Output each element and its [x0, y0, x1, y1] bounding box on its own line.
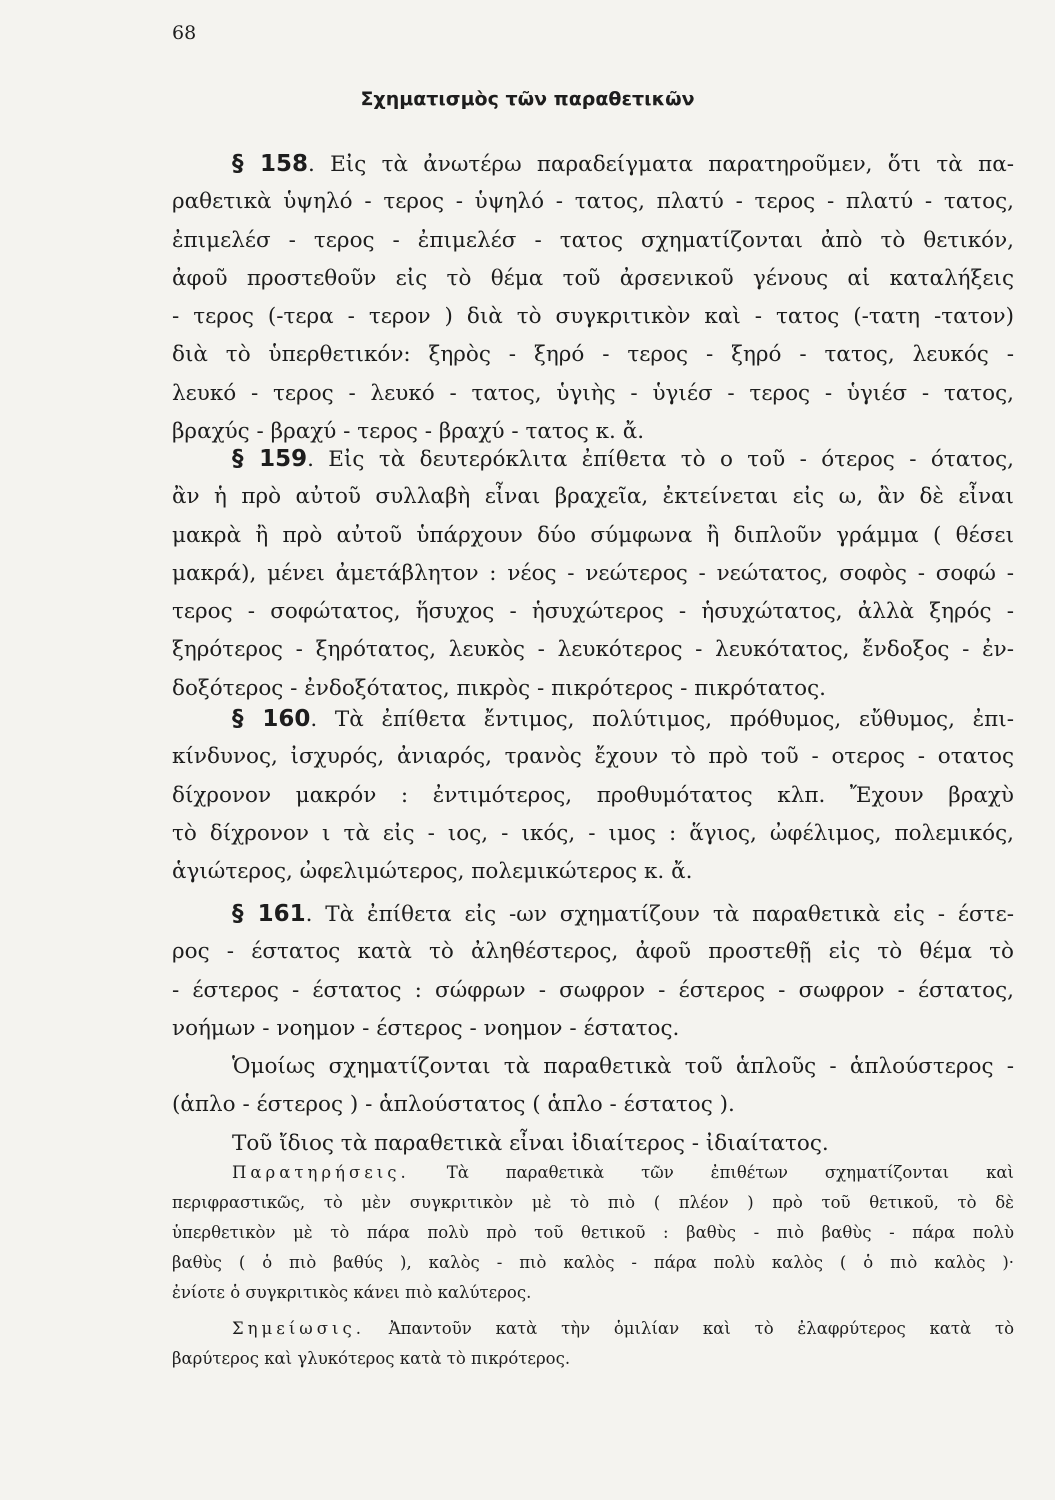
paragraph-161 [172, 895, 1014, 1163]
text-line: ἀφοῦ προστεθοῦν εἰς τὸ θέμα τοῦ ἀρσενικοῦ γένους αἱ καταλήξεις [172, 265, 1014, 291]
notes-block [172, 1158, 1014, 1374]
section-title: Σχηματισμὸς τῶν παραθετικῶν [360, 88, 695, 110]
text-line: (ἁπλο - έστερος ) - ἁπλούστατος ( ἁπλο - έστατος ). [172, 1092, 735, 1118]
note-line: βαρύτερος καὶ γλυκότερος κατὰ τὸ πικρότερος. [172, 1349, 571, 1368]
text-line: κίνδυνος, ἰσχυρός, ἀνιαρός, τρανὸς ἔχουν τὸ πρὸ τοῦ - οτερος - οτατος [172, 744, 1014, 770]
text-line: ρος - έστατος κατὰ τὸ ἀληθέστερος, ἀφοῦ προστεθῇ εἰς τὸ θέμα τὸ [172, 939, 1014, 965]
section-number: § 159 [232, 446, 308, 472]
text-line [172, 895, 1014, 933]
paragraph-160 [172, 700, 1014, 891]
text-line: Τοῦ ἴδιος τὰ παραθετικὰ εἶναι ἰδιαίτερος - ἰδιαίτατος. [232, 1130, 829, 1156]
text-line: - έστερος - έστατος : σώφρων - σωφρον - έστερος - σωφρον - έστατος, [172, 977, 1014, 1003]
text-line: βραχύς - βραχύ - τερος - βραχύ - τατος κ. ἄ. [172, 419, 645, 445]
note-text: Τὰ παραθετικὰ τῶν ἐπιθέτων σχηματίζονται καὶ [446, 1163, 1014, 1182]
text-line: ἂν ἡ πρὸ αὐτοῦ συλλαβὴ εἶναι βραχεῖα, ἐκτείνεται εἰς ω, ἂν δὲ εἶναι [172, 484, 1014, 510]
remark-label: Σημείωσις. [232, 1319, 365, 1338]
section-number: § 160 [232, 706, 311, 732]
section-number: § 158 [232, 151, 308, 177]
page-number: 68 [172, 22, 197, 44]
notes-label: Παρατηρήσεις. [232, 1163, 410, 1182]
text-line [172, 700, 1014, 738]
note-line: ἐνίοτε ὁ συγκριτικὸς κάνει πιὸ καλύτερος. [172, 1283, 532, 1302]
text-line: - τερος (-τερα - τερον ) διὰ τὸ συγκριτικὸν καὶ - τατος (-τατη -τατον) [172, 304, 1014, 330]
text-line: μακρά), μένει ἀμετάβλητον : νέος - νεώτερος - νεώτατος, σοφὸς - σοφώ - [172, 560, 1014, 586]
text-line: λευκό - τερος - λευκό - τατος, ὑγιὴς - ὑγιέσ - τερος - ὑγιέσ - τατος, [172, 380, 1014, 406]
text-line [172, 145, 1014, 183]
text-line: μακρὰ ἢ πρὸ αὐτοῦ ὑπάρχουν δύο σύμφωνα ἢ διπλοῦν γράμμα ( θέσει [172, 522, 1014, 548]
line-text: . Τὰ ἐπίθετα εἰς -ων σχηματίζουν τὰ παραθετικὰ εἰς - έστε- [305, 902, 1014, 927]
note-line: περιφραστικῶς, τὸ μὲν συγκριτικὸν μὲ τὸ πιὸ ( πλέον ) πρὸ τοῦ θετικοῦ, τὸ δὲ [172, 1193, 1014, 1212]
line-text: . Τὰ ἐπίθετα ἔντιμος, πολύτιμος, πρόθυμος, εὔθυμος, ἐπι- [310, 707, 1014, 732]
line-text: . Εἰς τὰ δευτερόκλιτα ἐπίθετα τὸ ο τοῦ - ότερος - ότατος, [307, 447, 1014, 472]
text-line: δίχρονον μακρόν : ἐντιμότερος, προθυμότατος κλπ. Ἔχουν βραχὺ [172, 782, 1014, 808]
note-line [172, 1314, 1014, 1344]
note-line: ὑπερθετικὸν μὲ τὸ πάρα πολὺ πρὸ τοῦ θετικοῦ : βαθὺς - πιὸ βαθὺς - πάρα πολὺ [172, 1223, 1014, 1242]
text-line: Ὁμοίως σχηματίζονται τὰ παραθετικὰ τοῦ ἁπλοῦς - ἁπλούστερος - [232, 1054, 1014, 1080]
line-text: . Εἰς τὰ ἀνωτέρω παραδείγματα παρατηροῦμεν, ὅτι τὰ πα- [307, 152, 1014, 177]
section-number: § 161 [232, 901, 306, 927]
text-line: τερος - σοφώτατος, ἥσυχος - ἡσυχώτερος - ἡσυχώτατος, ἀλλὰ ξηρός - [172, 599, 1014, 625]
text-line: ξηρότερος - ξηρότατος, λευκὸς - λευκότερος - λευκότατος, ἔνδοξος - ἐν- [172, 637, 1014, 663]
text-line: διὰ τὸ ὑπερθετικόν: ξηρὸς - ξηρό - τερος - ξηρό - τατος, λευκός - [172, 342, 1014, 368]
text-line: ἁγιώτερος, ὠφελιμώτερος, πολεμικώτερος κ. ἄ. [172, 859, 693, 885]
text-line: ραθετικὰ ὑψηλό - τερος - ὑψηλό - τατος, πλατύ - τερος - πλατύ - τατος, [172, 189, 1014, 215]
paragraph-159 [172, 440, 1014, 708]
text-line: ἐπιμελέσ - τερος - ἐπιμελέσ - τατος σχηματίζονται ἀπὸ τὸ θετικόν, [172, 227, 1014, 253]
text-line [172, 440, 1014, 478]
note-text: Ἀπαντοῦν κατὰ τὴν ὁμιλίαν καὶ τὸ ἐλαφρύτερος κατὰ τὸ [388, 1319, 1015, 1338]
text-line: τὸ δίχρονον ι τὰ εἰς - ιος, - ικός, - ιμος : ἅγιος, ὠφέλιμος, πολεμικός, [172, 820, 1014, 846]
text-line: νοήμων - νοημον - έστερος - νοημον - έστατος. [172, 1015, 680, 1041]
note-line: βαθὺς ( ὁ πιὸ βαθύς ), καλὸς - πιὸ καλὸς - πάρα πολὺ καλὸς ( ὁ πιὸ καλὸς )· [172, 1253, 1014, 1272]
paragraph-158 [172, 145, 1014, 451]
note-line [172, 1158, 1014, 1188]
text-line: δοξότερος - ἐνδοξότατος, πικρὸς - πικρότερος - πικρότατος. [172, 675, 826, 701]
